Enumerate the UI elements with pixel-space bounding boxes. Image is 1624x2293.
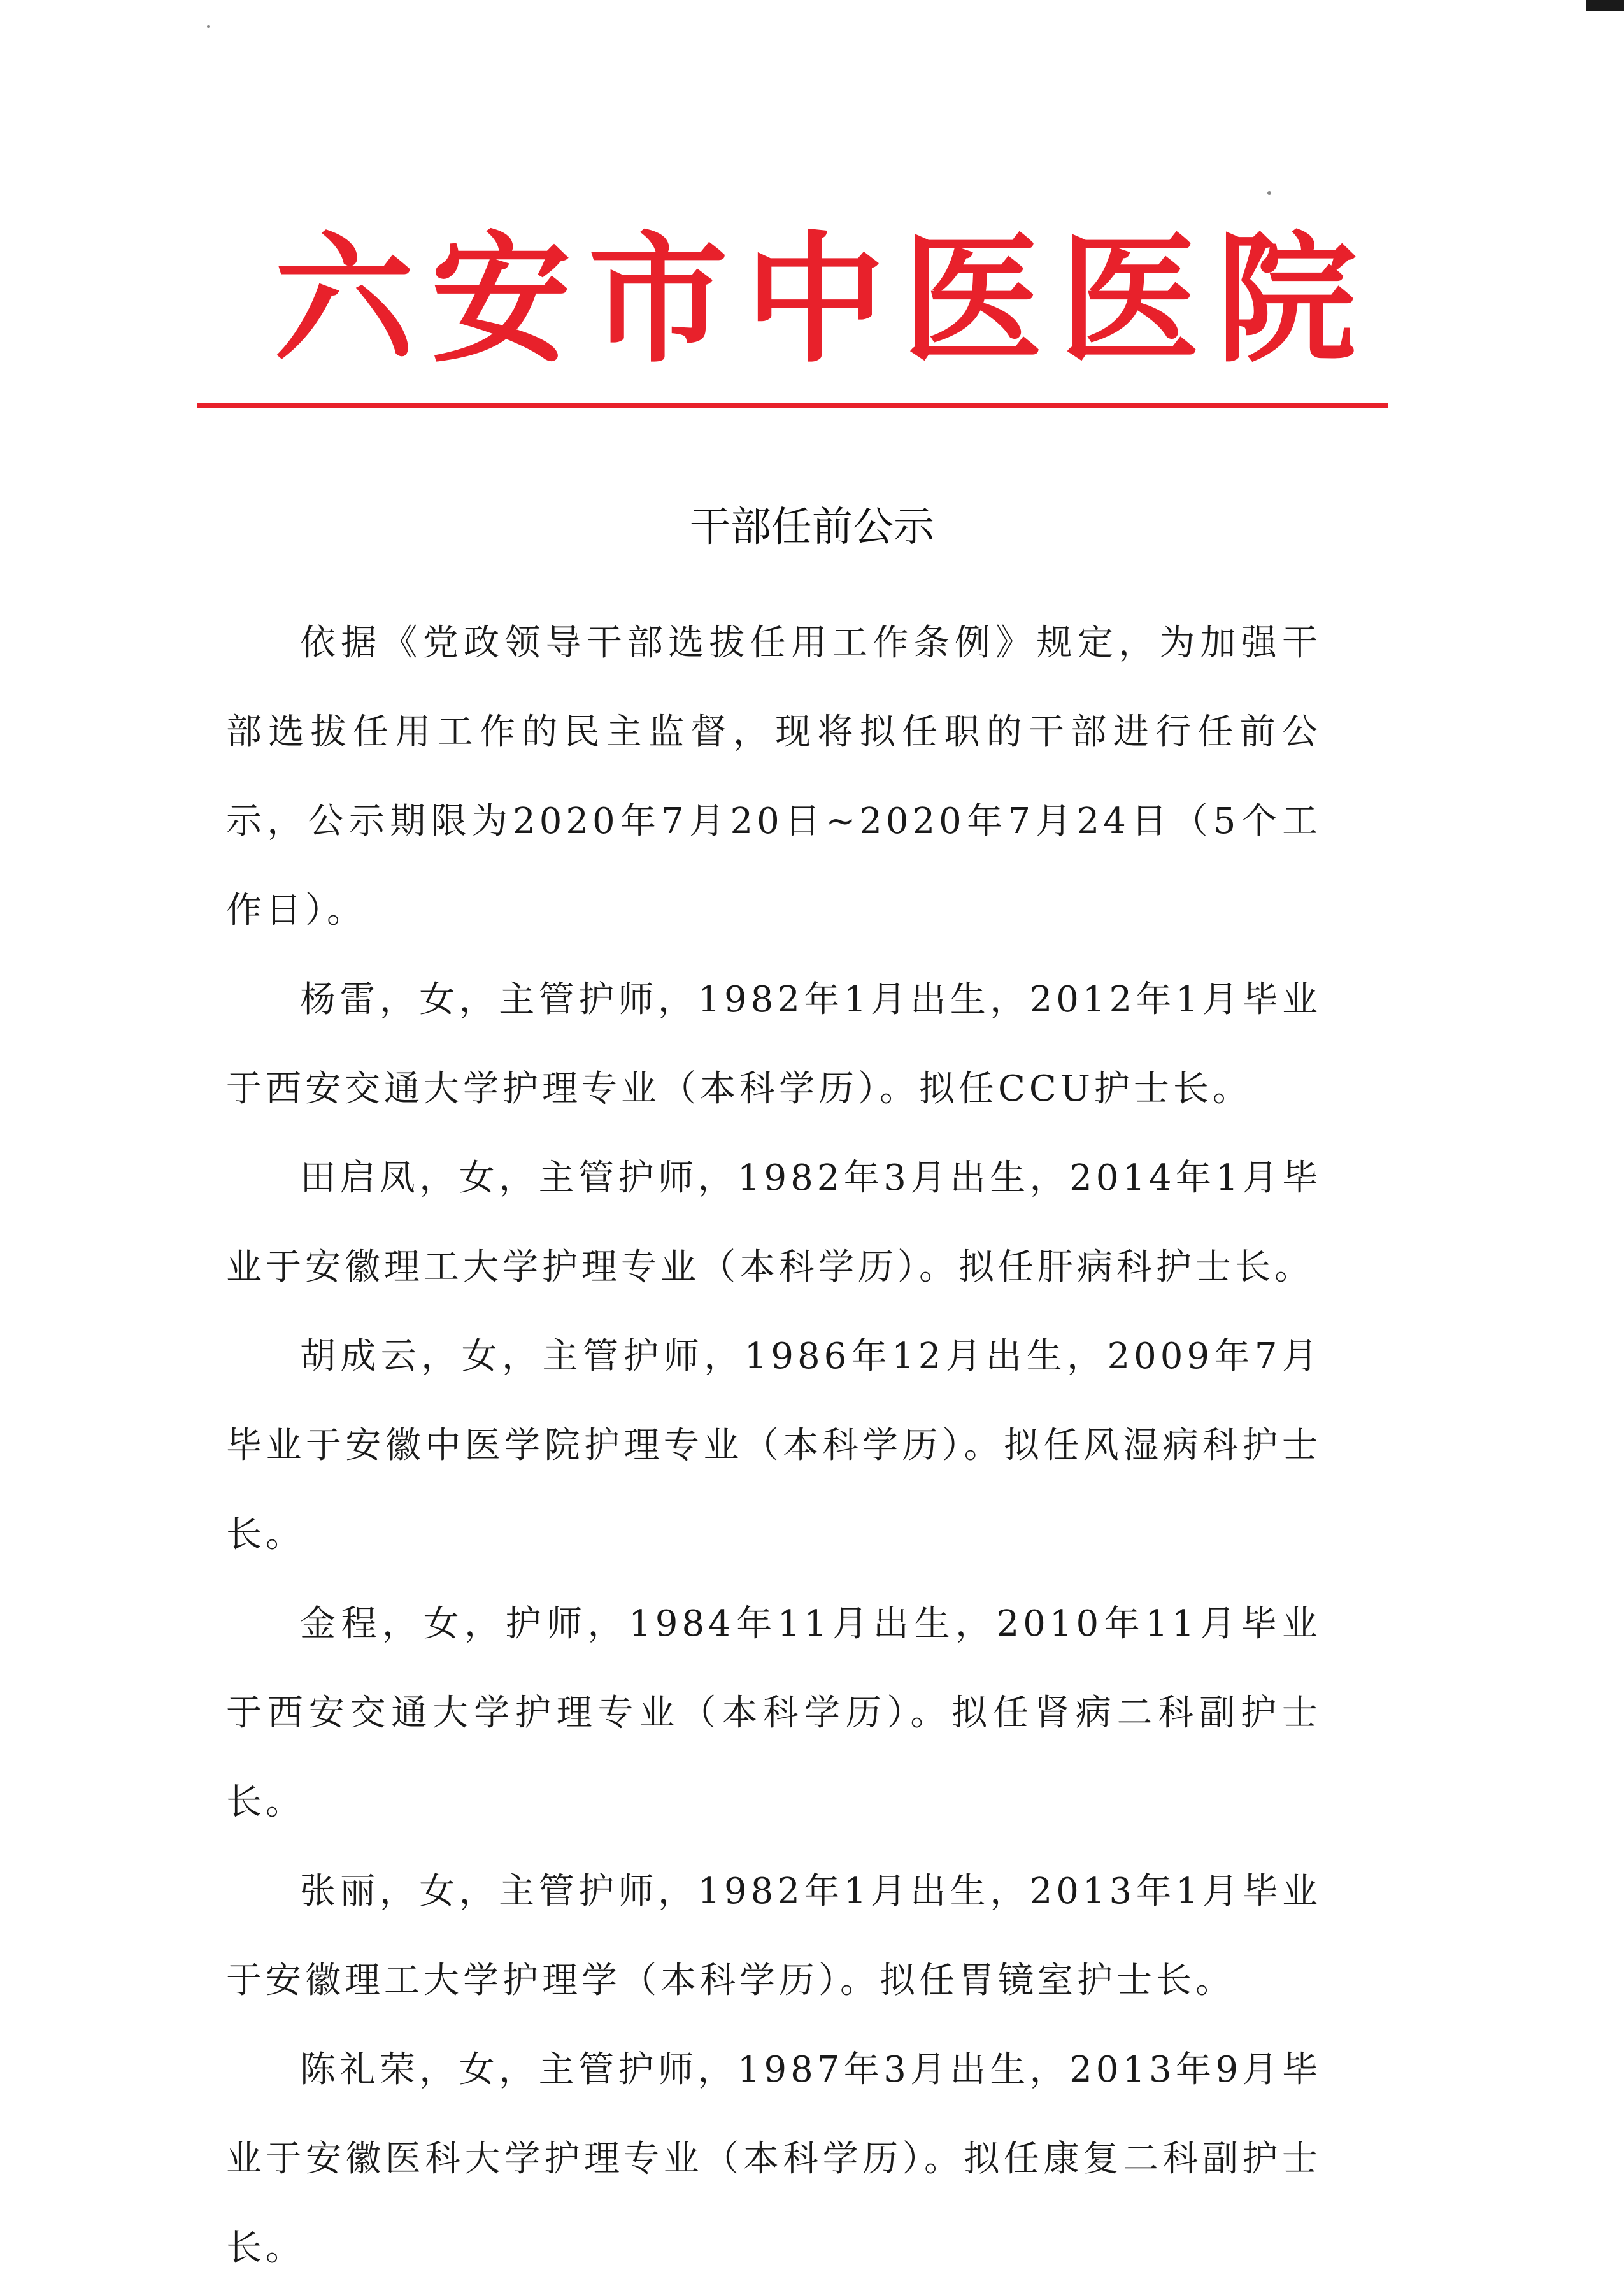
candidate-paragraph: 陈礼荣，女，主管护师，1987年3月出生，2013年9月毕业于安徽医科大学护理专业（本科学历）。拟任康复二科副护士长。 (226, 2049, 1321, 2269)
candidate-paragraph: 杨雷，女，主管护师，1982年1月出生，2012年1月毕业于西安交通大学护理专业（本科学历）。拟任CCU护士长。 (226, 979, 1321, 1110)
candidate-paragraph: 金程，女，护师，1984年11月出生，2010年11月毕业于西安交通大学护理专业（本科学历）。拟任肾病二科副护士长。 (226, 1603, 1321, 1823)
letterhead-char: 安 (431, 217, 571, 382)
letterhead-char: 医 (902, 217, 1043, 382)
letterhead (274, 217, 1357, 382)
scan-corner-mark (1586, 0, 1624, 11)
document-title: 干部任前公示 (690, 504, 934, 551)
letterhead-char: 市 (588, 217, 729, 382)
scan-speck (207, 25, 210, 28)
letterhead-divider (197, 403, 1388, 408)
letterhead-char: 六 (274, 217, 415, 382)
letterhead-char: 医 (1059, 217, 1200, 382)
letterhead-char: 院 (1216, 217, 1357, 382)
letterhead-char: 中 (744, 217, 885, 382)
intro-paragraph: 依据《党政领导干部选拔任用工作条例》规定，为加强干部选拔任用工作的民主监督，现将拟任职的干部进行任前公示，公示期限为2020年7月20日~2020年7月24日（5个工作日）。 (226, 622, 1321, 931)
document-body (226, 599, 1321, 2293)
candidate-paragraph: 张丽，女，主管护师，1982年1月出生，2013年1月毕业于安徽理工大学护理学（本科学历）。拟任胃镜室护士长。 (226, 1871, 1321, 2001)
candidate-paragraph: 田启凤，女，主管护师，1982年3月出生，2014年1月毕业于安徽理工大学护理专业（本科学历）。拟任肝病科护士长。 (226, 1157, 1321, 1288)
candidate-paragraph: 胡成云，女，主管护师，1986年12月出生，2009年7月毕业于安徽中医学院护理专业（本科学历）。拟任风湿病科护士长。 (226, 1336, 1321, 1555)
scan-speck (1267, 191, 1271, 195)
